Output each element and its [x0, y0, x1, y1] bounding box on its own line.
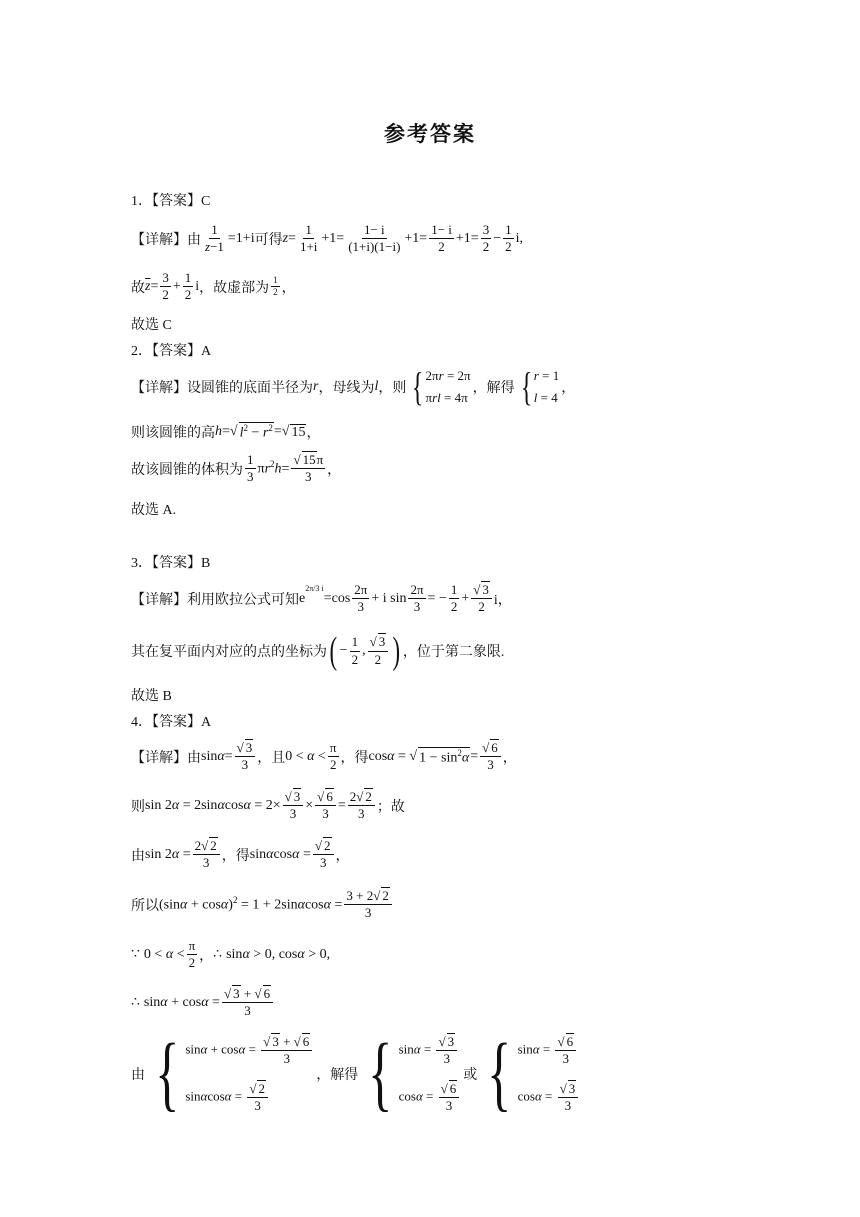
- q1-conjugate: 故 $\overline{z}$ = $\frac{3}{2}$ + $\frac{1}{2}$ i ，故虚部为 $\frac{1}{2}$ ，: [131, 270, 296, 303]
- q2-choose: 故选 A.: [131, 503, 177, 518]
- q1-answer: 1．【答案】C: [131, 194, 211, 209]
- q4-system: 由 { sinα + cosα = $\frac{√ 3 + √ 6}{3}$ sinαcosα = $\frac{√ 2}{3}$ ，解得 { sinα = $\frac{√ 3}{3}$ cosα = $\frac{√ 6}{3}$ 或 { sinα = $\frac{√ 6}{3}$ cosα = $\frac{√ 3}{3}$: [131, 1032, 582, 1116]
- q4-range: ∵ 0 < α < $\frac{\pi}{2}$ ， ∴ sinα > 0, cosα > 0,: [131, 938, 331, 971]
- q4-sum: ∴ sinα + cosα = $\frac{√ 3 + √ 6}{3}$: [131, 986, 275, 1020]
- q3-detail: 【详解】利用欧拉公式可知 e 2π/3 i =cos $\frac{2\pi}{3}$ + i sin $\frac{2\pi}{3}$ = − $\frac{1}{2}$ + $\frac{√ 3}{2}$ i，: [131, 582, 512, 615]
- q3-coordinate: 其在复平面内对应的点的坐标为 ( − $\frac{1}{2}$ , $\frac{√ 3}{2}$ ) ，位于第二象限.: [131, 630, 505, 672]
- q4-double-angle: 则 sin 2α = 2sinαcosα = 2× $\frac{√ 3}{3}$ × $\frac{√ 6}{3}$ = $\frac{2√ 2}{3}$ ；故: [131, 789, 405, 822]
- page-title: 参考答案: [384, 122, 476, 146]
- q2-answer: 2．【答案】A: [131, 344, 212, 359]
- q4-answer: 4．【答案】A: [131, 715, 212, 730]
- q4-square-sum: 所以 $(\sin\alpha + \cos\alpha)^2 = 1 + 2\sin\alpha\cos\alpha$ = $\frac{3 + 2√ 2}{3}$: [131, 888, 394, 922]
- q3-answer: 3．【答案】B: [131, 556, 211, 571]
- q2-detail: 【详解】设圆锥的底面半径为 r ，母线为 l ，则 { 2πr = 2π πrl = 4π ，解得 { r = 1 l = 4 ，: [131, 364, 576, 409]
- q3-choose: 故选 B: [131, 689, 172, 704]
- q2-height: 则该圆锥的高 h =√ $l^2 - r^2$ =√ 15 ，: [131, 423, 321, 441]
- q4-detail: 【详解】由 sinα= $\frac{√ 3}{3}$ ，且 0 < α < $\frac{\pi}{2}$ ，得 cosα = √ $1 - \sin^2\alpha$ = $\frac{√ 6}{3}$ ，: [131, 740, 517, 773]
- q4-product: 由 sin 2α = $\frac{2√ 2}{3}$ ，得 sinαcosα = $\frac{√ 2}{3}$ ，: [131, 838, 350, 871]
- q1-detail: 【详解】由 $\frac{1}{z-1}$ =1+i 可得 z = $\frac{1}{1+i}$ +1= $\frac{1- i}{(1+i)(1-i)}$ +1= $\frac{1- i}{2}$ +1= $\frac{3}{2}$ − $\frac{1}{2}$ i,: [131, 222, 523, 255]
- q1-choose: 故选 C: [131, 318, 172, 333]
- q2-volume: 故该圆锥的体积为 $\frac{1}{3}$ $\pi r^2h=$ $\frac{√ 15\pi}{3}$ ，: [131, 452, 342, 485]
